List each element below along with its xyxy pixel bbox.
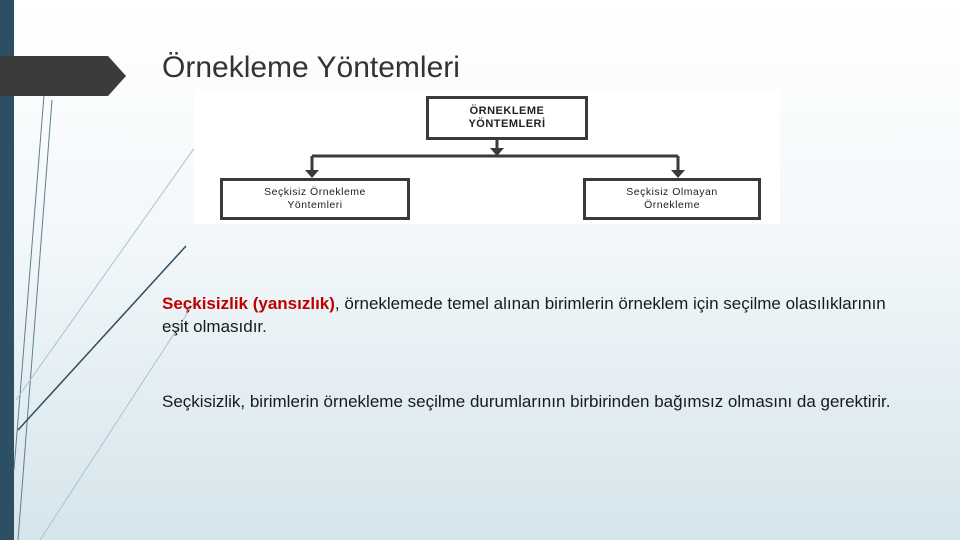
definition-term: Seçkisizlik (yansızlık) — [162, 294, 335, 313]
node-random-sampling — [220, 178, 410, 220]
title-tab-shape — [0, 56, 126, 96]
node-root-label: ÖRNEKLEME YÖNTEMLERİ — [468, 105, 546, 130]
independence-paragraph: Seçkisizlik, birimlerin örnekleme seçilme durumlarının birbirinden bağımsız olmasını da gerektirir. — [162, 392, 891, 411]
definition-paragraph — [162, 292, 902, 338]
node-sampling-methods — [426, 96, 588, 140]
slide-title: Örnekleme Yöntemleri — [162, 51, 460, 84]
sampling-methods-diagram — [194, 90, 780, 224]
definition-text: , örneklemede temel alınan birimlerin örneklem için seçilme olasılıklarının eşit olmasıdır. — [162, 294, 886, 336]
node-right-label: Seçkisiz Olmayan Örnekleme — [626, 186, 718, 211]
node-left-label: Seçkisiz Örnekleme Yöntemleri — [264, 186, 366, 211]
node-non-random-sampling — [583, 178, 761, 220]
